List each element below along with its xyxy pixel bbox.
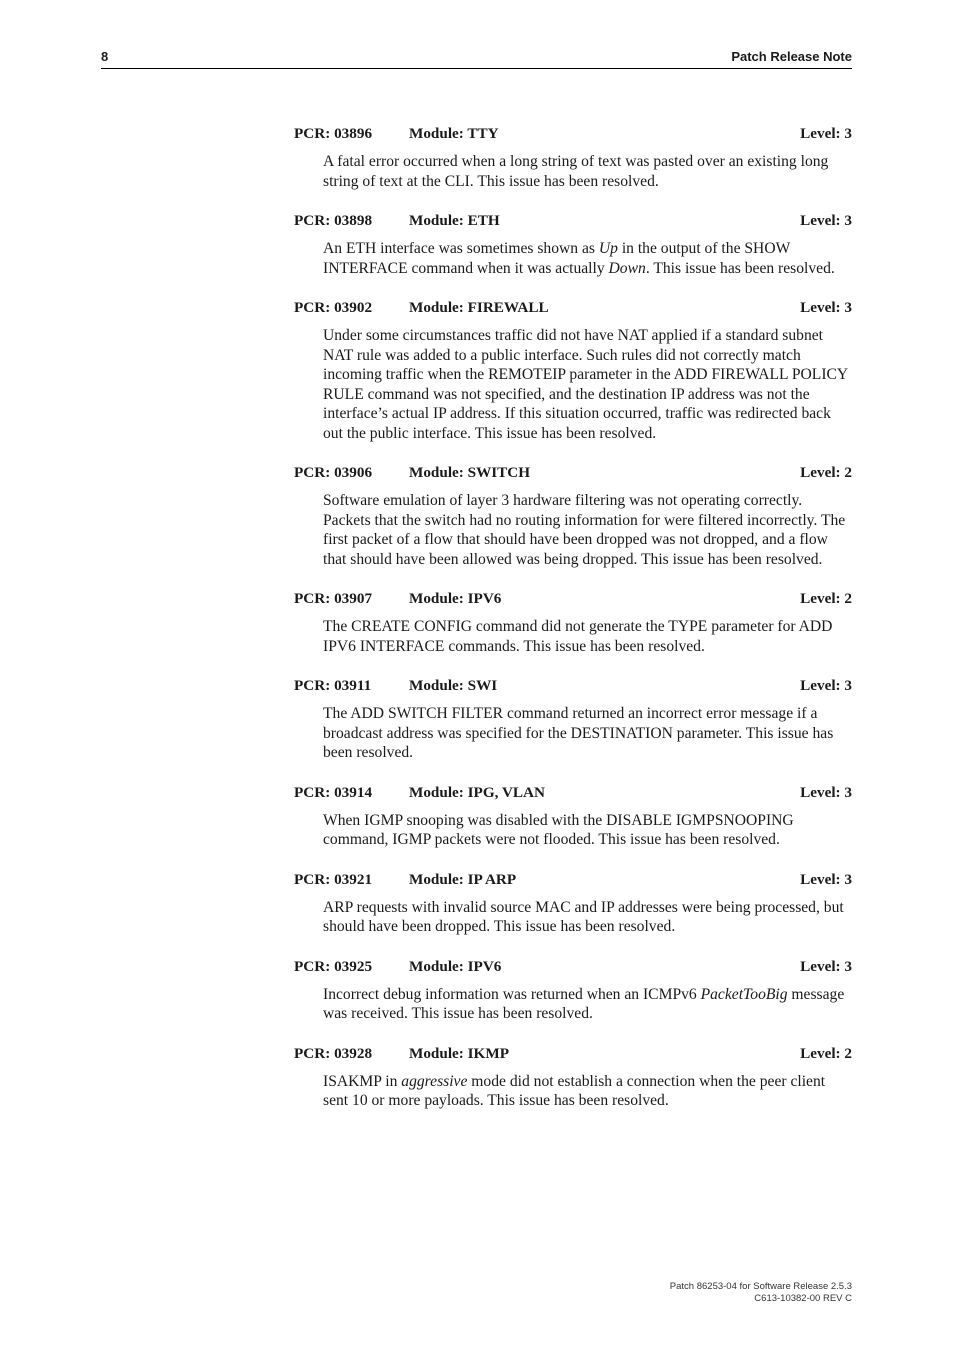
- pcr-module: Module: TTY: [409, 125, 499, 142]
- pcr-entry: [294, 124, 852, 191]
- pcr-level: Level: 3: [800, 783, 852, 801]
- pcr-module: Module: IP ARP: [409, 870, 517, 888]
- pcr-module: Module: ETH: [409, 212, 500, 229]
- description-text: ISAKMP in: [323, 1072, 402, 1090]
- pcr-entry: [294, 957, 852, 1024]
- pcr-entry-heading: [294, 211, 852, 231]
- pcr-level: Level: 3: [800, 870, 852, 888]
- description-text: An ETH interface was sometimes shown as: [323, 240, 599, 257]
- pcr-number: PCR: 03928: [294, 1044, 373, 1062]
- pcr-level: Level: 3: [800, 957, 852, 975]
- pcr-entry-heading: [294, 298, 852, 318]
- pcr-description: [323, 491, 852, 569]
- pcr-entry-list: [294, 124, 852, 1131]
- pcr-description-paragraph: [323, 898, 852, 937]
- pcr-number: PCR: 03907: [294, 590, 373, 607]
- description-text: The ADD SWITCH FILTER command returned an incorrect error message if a broadcast address was specified for the DESTINATION parameter. This issue has been resolved.: [323, 705, 834, 761]
- description-text: A fatal error occurred when a long string of text was pasted over an existing long string of text at the CLI. This issue has been resolved.: [323, 153, 829, 190]
- pcr-module: Module: IPG, VLAN: [409, 783, 545, 801]
- pcr-description-paragraph: [323, 985, 852, 1024]
- pcr-entry-heading: [294, 957, 852, 977]
- pcr-entry: [294, 870, 852, 937]
- pcr-level: Level: 3: [800, 299, 852, 316]
- page-header: [101, 47, 852, 69]
- description-text: Software emulation of layer 3 hardware filtering was not operating correctly. Packets that the switch had no routing information for were filtered incorrectly. The first packet of a flow that should have been dropped was not dropped, and a flow that should have been allowed was being dropped. This issue has been resolved.: [323, 492, 846, 568]
- description-text: The CREATE CONFIG command did not generate the TYPE parameter for ADD IPV6 INTERFACE commands. This issue has been resolved.: [323, 618, 833, 655]
- pcr-entry-heading: [294, 676, 852, 696]
- pcr-module: Module: IPV6: [409, 957, 502, 975]
- pcr-description-paragraph: [323, 617, 852, 656]
- description-text: mode did not establish a connection when the peer client sent 10 or more payloads. This issue has been resolved.: [323, 1072, 826, 1109]
- pcr-description-paragraph: [323, 239, 852, 278]
- pcr-entry-heading: [294, 783, 852, 803]
- pcr-description: [323, 1072, 852, 1111]
- pcr-description: [323, 326, 852, 443]
- pcr-module: Module: SWITCH: [409, 464, 531, 481]
- pcr-level: Level: 3: [800, 125, 852, 142]
- pcr-number: PCR: 03906: [294, 464, 373, 481]
- pcr-entry-heading: [294, 463, 852, 483]
- pcr-description: [323, 704, 852, 763]
- description-text: When IGMP snooping was disabled with the DISABLE IGMPSNOOPING command, IGMP packets were not flooded. This issue has been resolved.: [323, 811, 794, 848]
- pcr-number: PCR: 03925: [294, 957, 373, 975]
- pcr-description-paragraph: [323, 1072, 852, 1111]
- pcr-module: Module: IKMP: [409, 1044, 509, 1062]
- description-text: Under some circumstances traffic did not have NAT applied if a standard subnet NAT rule was added to a public interface. Such rules did not correctly match incoming traffic when the REMOTEIP parameter in the ADD FIREWALL POLICY RULE command was not specified, and the destination IP address was not the interface’s actual IP address. If this situation occurred, traffic was redirected back out the public interface. This issue has been resolved.: [323, 327, 848, 442]
- pcr-entry: [294, 1044, 852, 1111]
- pcr-level: Level: 2: [800, 1044, 852, 1062]
- description-text: ARP requests with invalid source MAC and IP addresses were being processed, but should have been dropped. This issue has been resolved.: [323, 898, 844, 935]
- pcr-module: Module: SWI: [409, 677, 498, 694]
- pcr-module: Module: IPV6: [409, 590, 502, 607]
- pcr-number: PCR: 03902: [294, 299, 373, 316]
- pcr-level: Level: 2: [800, 464, 852, 481]
- pcr-description-paragraph: [323, 326, 852, 443]
- pcr-description-paragraph: [323, 811, 852, 850]
- pcr-description: [323, 811, 852, 850]
- pcr-entry: [294, 211, 852, 278]
- pcr-entry-heading: [294, 870, 852, 890]
- pcr-number: PCR: 03914: [294, 783, 373, 801]
- pcr-entry: [294, 783, 852, 850]
- emphasized-term: Down: [608, 259, 646, 277]
- document-title: Patch Release Note: [731, 49, 852, 64]
- pcr-entry-heading: [294, 589, 852, 609]
- pcr-description-paragraph: [323, 704, 852, 763]
- emphasized-term: PacketTooBig: [700, 985, 788, 1003]
- pcr-description: [323, 239, 852, 278]
- pcr-level: Level: 3: [800, 212, 852, 229]
- pcr-description-paragraph: [323, 491, 852, 569]
- page-footer: [670, 1281, 852, 1305]
- pcr-number: PCR: 03896: [294, 125, 373, 142]
- pcr-entry-heading: [294, 124, 852, 144]
- description-text: . This issue has been resolved.: [645, 259, 835, 277]
- pcr-entry: [294, 676, 852, 763]
- pcr-description: [323, 152, 852, 191]
- pcr-level: Level: 2: [800, 590, 852, 607]
- pcr-entry: [294, 589, 852, 656]
- pcr-entry-heading: [294, 1044, 852, 1064]
- emphasized-term: Up: [598, 240, 618, 257]
- pcr-description: [323, 985, 852, 1024]
- description-text: in the output of the SHOW INTERFACE command when it was actually: [323, 240, 791, 277]
- pcr-description-paragraph: [323, 152, 852, 191]
- page-number: 8: [101, 49, 109, 64]
- pcr-level: Level: 3: [800, 677, 852, 694]
- pcr-description: [323, 898, 852, 937]
- description-text: message was received. This issue has been resolved.: [323, 985, 845, 1022]
- pcr-number: PCR: 03911: [294, 677, 372, 694]
- description-text: Incorrect debug information was returned when an ICMPv6: [323, 985, 701, 1003]
- pcr-module: Module: FIREWALL: [409, 299, 549, 316]
- emphasized-term: aggressive: [401, 1072, 468, 1090]
- pcr-number: PCR: 03921: [294, 870, 373, 888]
- pcr-entry: [294, 298, 852, 443]
- pcr-number: PCR: 03898: [294, 212, 373, 229]
- pcr-entry: [294, 463, 852, 569]
- footer-patch-line: Patch 86253-04 for Software Release 2.5.3: [669, 1281, 852, 1292]
- footer-doc-id: C613-10382-00 REV C: [754, 1293, 852, 1304]
- pcr-description: [323, 617, 852, 656]
